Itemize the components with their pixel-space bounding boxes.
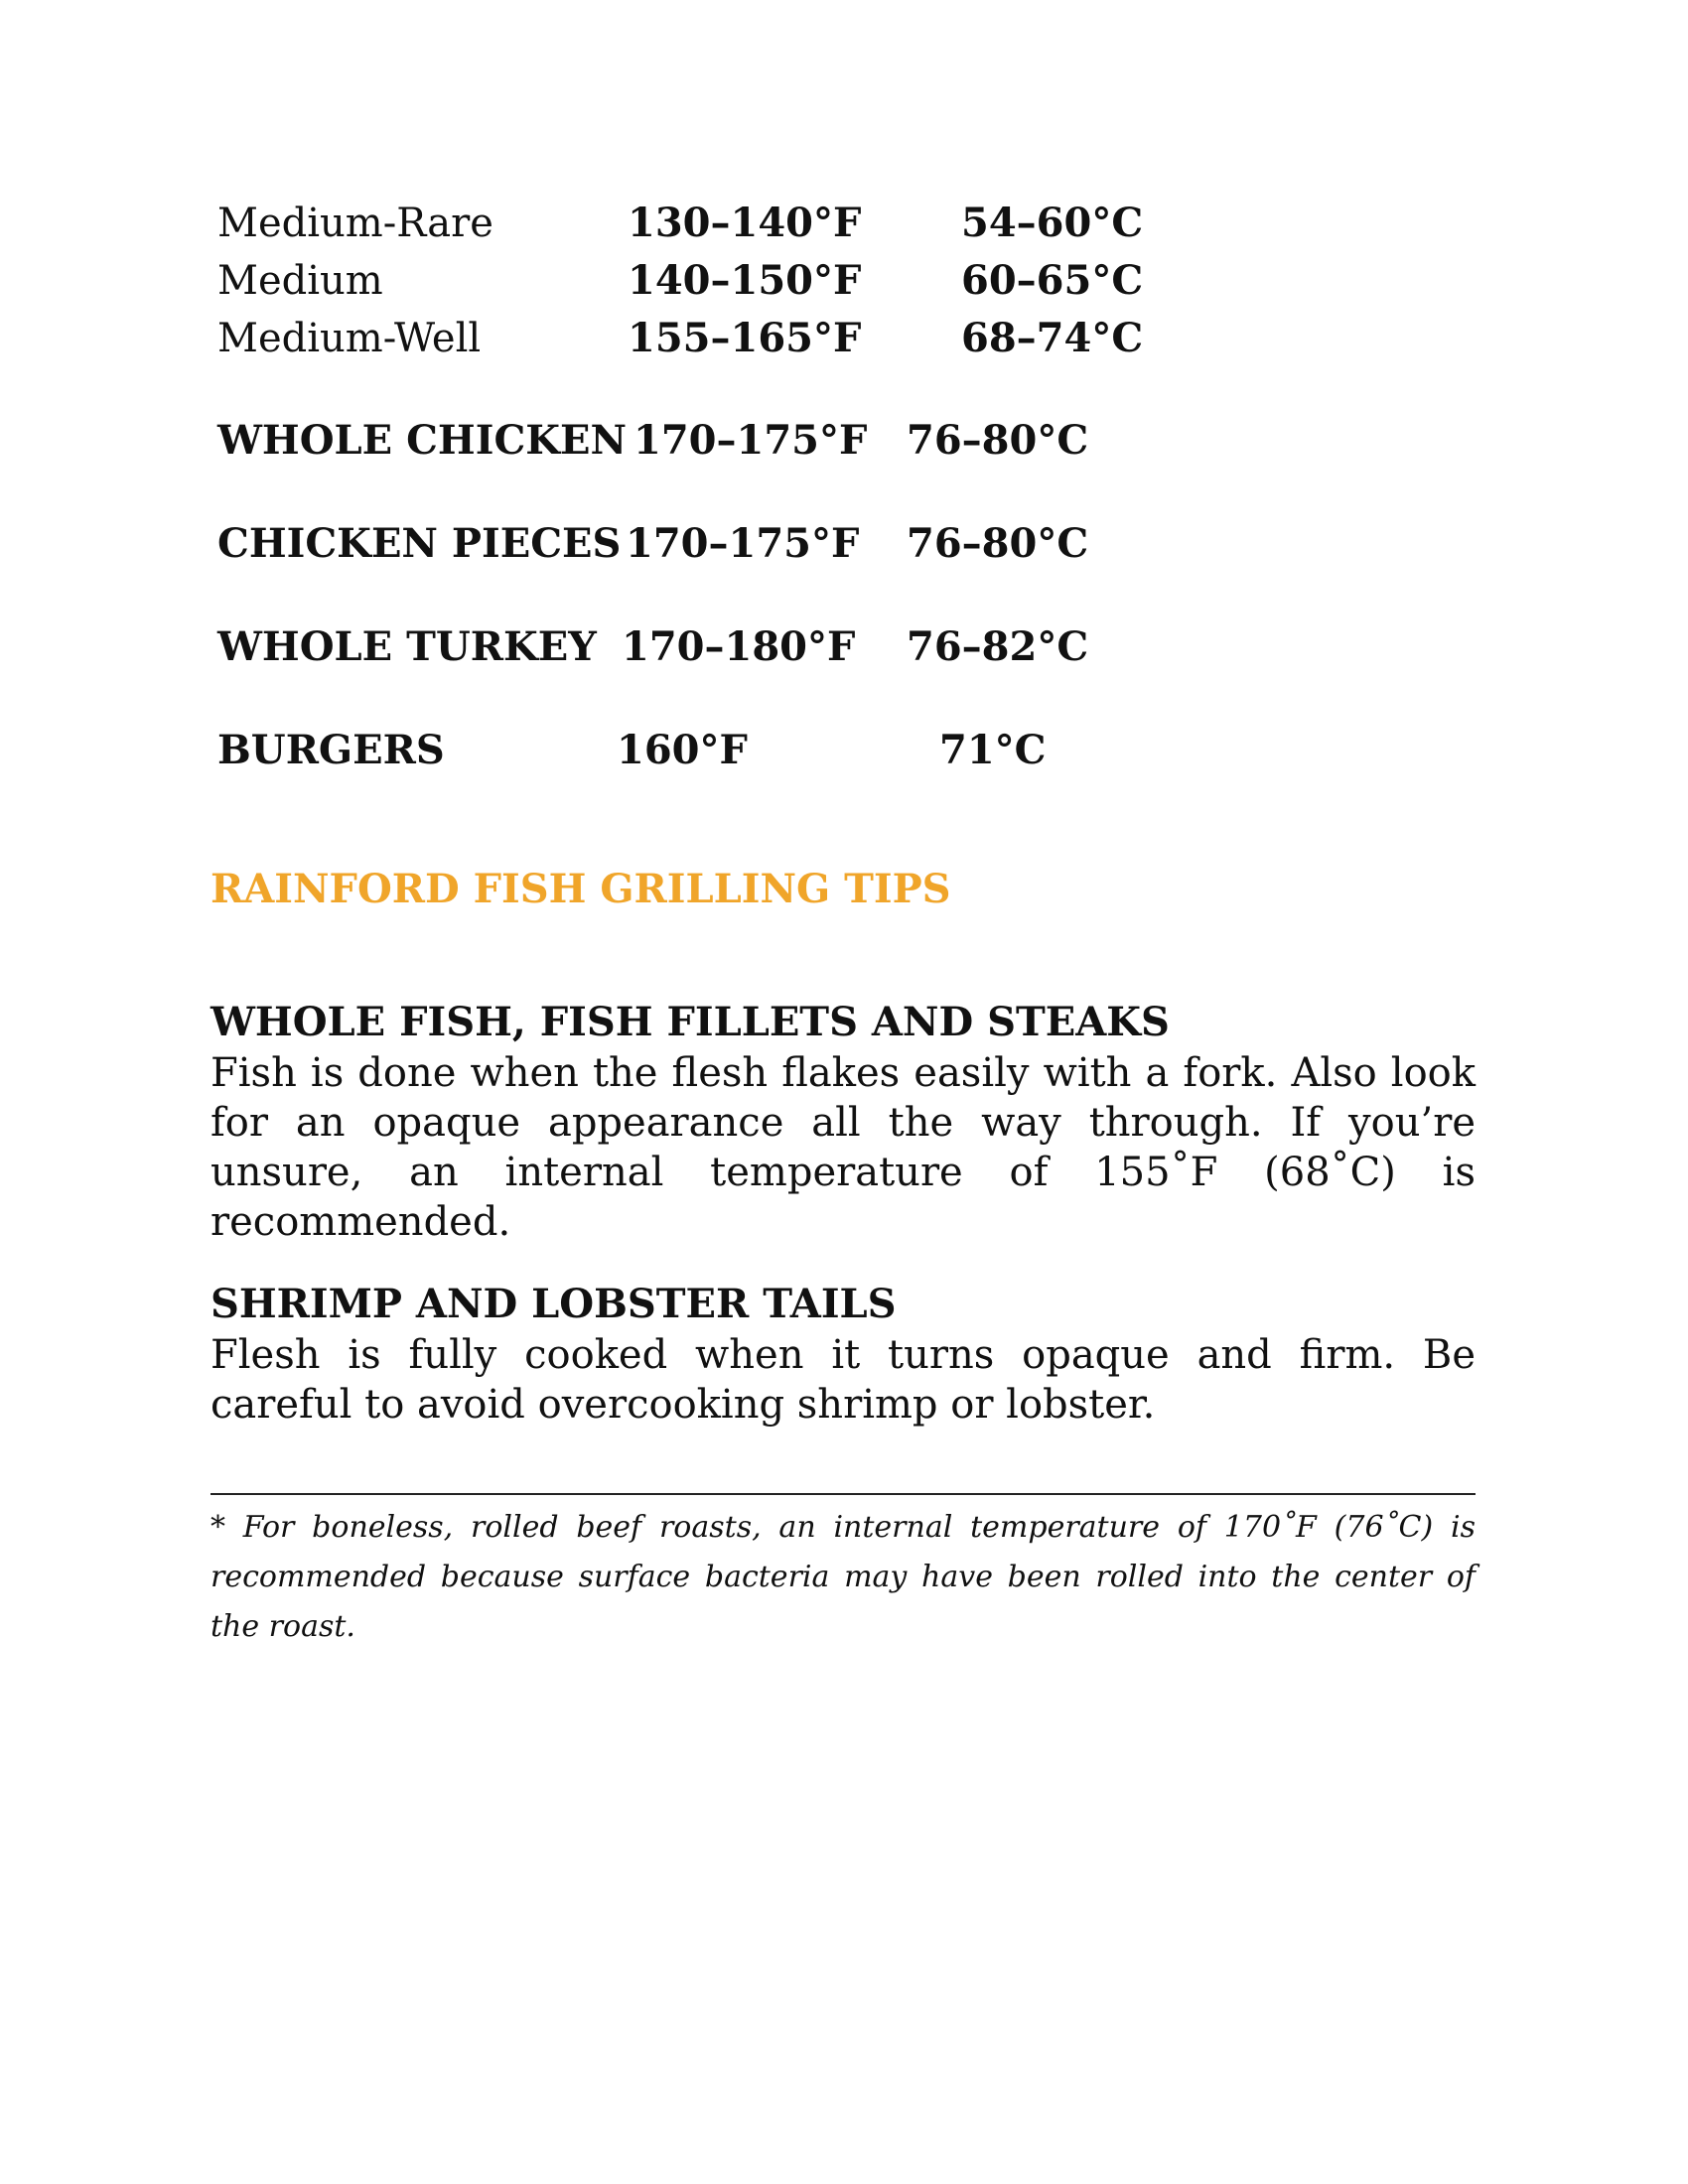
doneness-celsius: 54–60°C [961, 200, 1144, 246]
doneness-label: Medium [217, 258, 383, 304]
doneness-celsius: 68–74°C [961, 315, 1144, 361]
meat-label: WHOLE CHICKEN [217, 417, 628, 464]
fish-tips-heading: RAINFORD FISH GRILLING TIPS [211, 866, 951, 912]
doneness-fahrenheit: 155–165°F [628, 315, 862, 361]
doneness-label: Medium-Well [217, 316, 482, 361]
footnote-divider [211, 1493, 1476, 1495]
footnote: * For boneless, rolled beef roasts, an internal temperature of 170˚F (76˚C) is recommended because surface bacteria may have been rolled into the center of the roast. [211, 1510, 1476, 1644]
section-title: SHRIMP AND LOBSTER TAILS [211, 1281, 897, 1327]
meat-celsius: 76–82°C [907, 623, 1089, 670]
meat-label: BURGERS [217, 727, 445, 773]
meat-label: CHICKEN PIECES [217, 520, 622, 567]
meat-fahrenheit: 170–175°F [626, 520, 860, 567]
meat-label: WHOLE TURKEY [217, 623, 597, 670]
doneness-label: Medium-Rare [217, 201, 493, 246]
doneness-celsius: 60–65°C [961, 257, 1144, 304]
section-body: Fish is done when the flesh flakes easily with a fork. Also look for an opaque appearance all the way through. If you’re unsure, an internal temperature of 155˚F (68˚C) is recommended. [211, 1050, 1476, 1245]
meat-fahrenheit: 170–180°F [622, 623, 856, 670]
doneness-fahrenheit: 130–140°F [628, 200, 862, 246]
meat-celsius: 76–80°C [907, 417, 1089, 464]
meat-celsius: 76–80°C [907, 520, 1089, 567]
meat-fahrenheit: 170–175°F [633, 417, 868, 464]
meat-fahrenheit: 160°F [617, 727, 748, 773]
section-body: Flesh is fully cooked when it turns opaque and firm. Be careful to avoid overcooking shrimp or lobster. [211, 1332, 1476, 1428]
meat-celsius: 71°C [939, 727, 1047, 773]
doneness-fahrenheit: 140–150°F [628, 257, 862, 304]
section-title: WHOLE FISH, FISH FILLETS AND STEAKS [211, 999, 1170, 1045]
